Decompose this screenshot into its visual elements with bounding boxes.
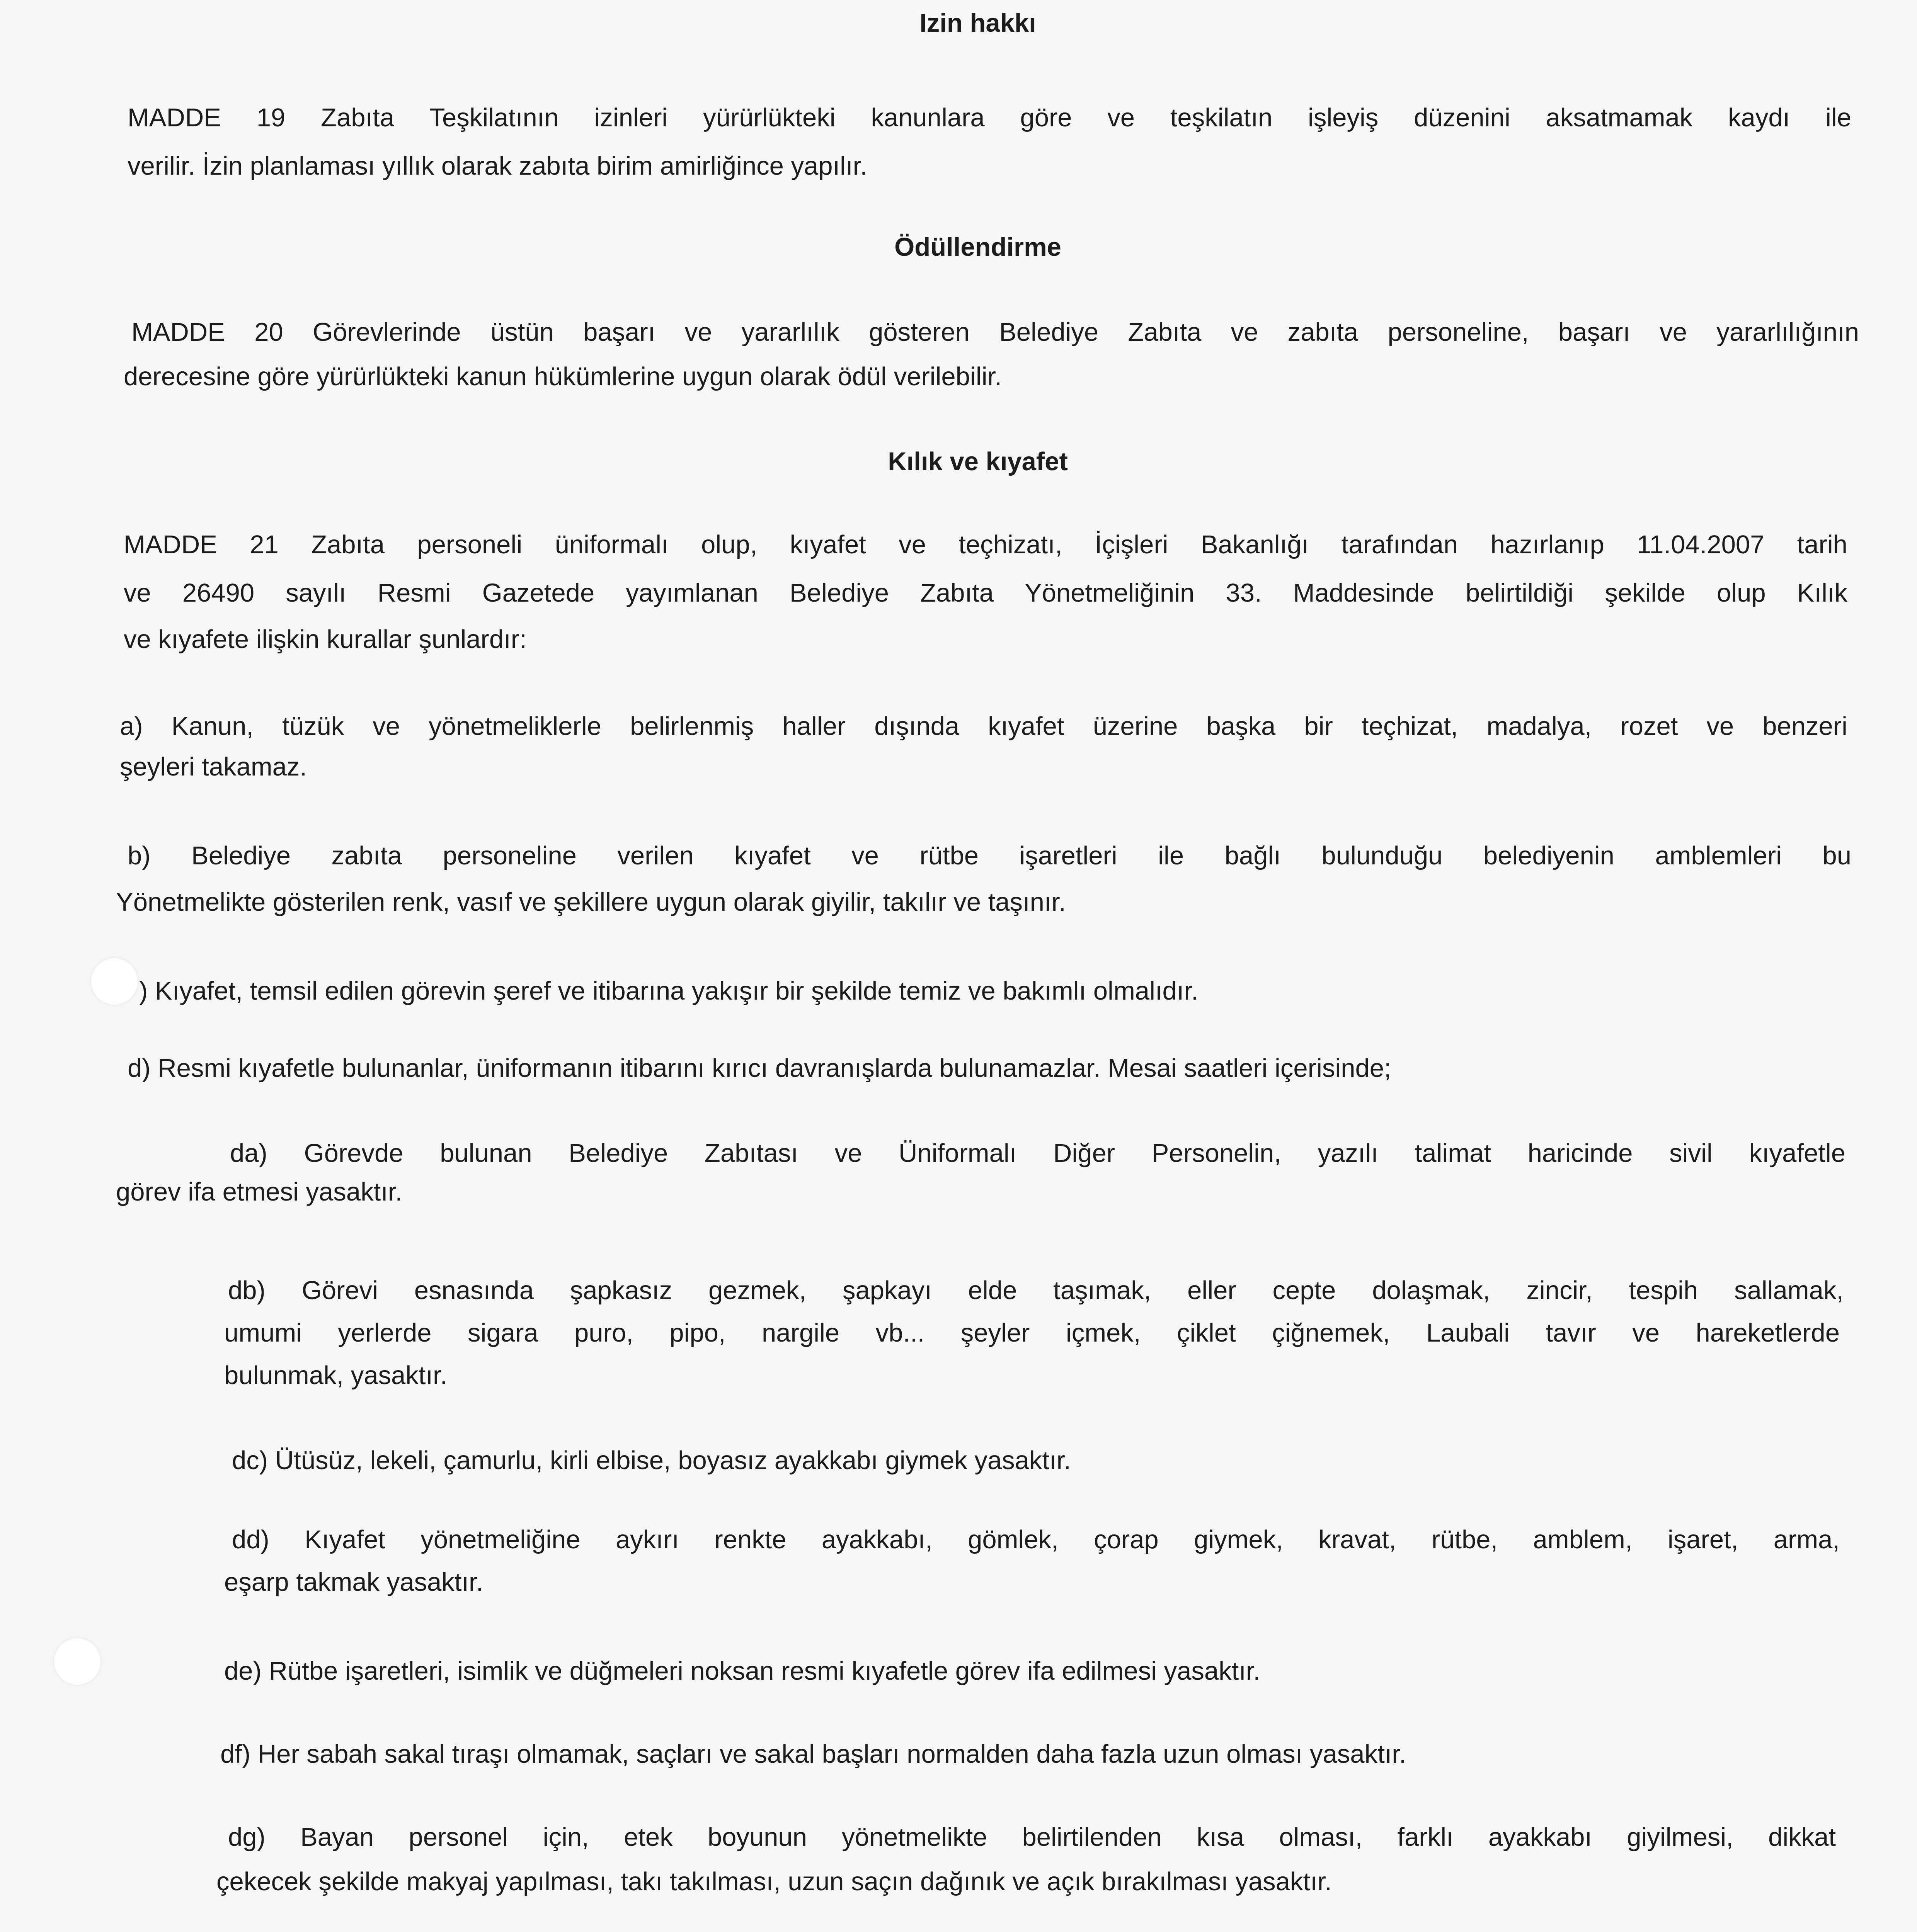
m21-line-2: ve 26490 sayılı Resmi Gazetede yayımlanan Belediye Zabıta Yönetmeliğinin 33. Maddesinde belirtildiği şekilde olup Kılık [124,578,1847,607]
item-dd-line-2: eşarp takmak yasaktır. [224,1568,484,1597]
heading-kilik: Kılık ve kıyafet [888,447,1068,476]
item-dg-line-1: dg) Bayan personel için, etek boyunun yönetmelikte belirtilenden kısa olması, farklı ayakkabı giyilmesi, dikkat [228,1823,1836,1852]
m21-line-3: ve kıyafete ilişkin kurallar şunlardır: [124,625,527,654]
item-c-line-1: ) Kıyafet, temsil edilen görevin şeref ve itibarına yakışır bir şekilde temiz ve bakımlı olmalıdır. [139,976,1199,1005]
item-b-line-1: b) Belediye zabıta personeline verilen kıyafet ve rütbe işaretleri ile bağlı bulunduğu belediyenin amblemleri bu [128,841,1851,870]
item-df-line-1: df) Her sabah sakal tıraşı olmamak, saçları ve sakal başları normalden daha fazla uzun olması yasaktır. [220,1740,1406,1769]
item-d-line-1: d) Resmi kıyafetle bulunanlar, üniformanın itibarını kırıcı davranışlarda bulunamazlar. Mesai saatleri içerisinde; [128,1054,1391,1083]
punch-hole-top [91,958,138,1005]
m19-line-1: MADDE 19 Zabıta Teşkilatının izinleri yürürlükteki kanunlara göre ve teşkilatın işleyiş düzenini aksatmamak kaydı ile [128,103,1851,132]
item-b-line-2: Yönetmelikte gösterilen renk, vasıf ve şekillere uygun olarak giyilir, takılır ve taşınır. [116,888,1066,917]
m19-line-2: verilir. İzin planlaması yıllık olarak zabıta birim amirliğince yapılır. [128,151,867,180]
m20-line-1: MADDE 20 Görevlerinde üstün başarı ve yararlılık gösteren Belediye Zabıta ve zabıta personeline, başarı ve yararlılığının [131,318,1859,347]
m20-line-2: derecesine göre yürürlükteki kanun hükümlerine uygun olarak ödül verilebilir. [124,362,1002,391]
item-dc-line-1: dc) Ütüsüz, lekeli, çamurlu, kirli elbise, boyasız ayakkabı giymek yasaktır. [232,1446,1071,1475]
punch-hole-bottom [54,1638,100,1685]
item-da-line-2: görev ifa etmesi yasaktır. [116,1177,403,1206]
heading-izin: Izin hakkı [919,9,1036,37]
item-de-line-1: de) Rütbe işaretleri, isimlik ve düğmeleri noksan resmi kıyafetle görev ifa edilmesi yasaktır. [224,1656,1261,1685]
item-db-line-3: bulunmak, yasaktır. [224,1361,448,1390]
item-dd-line-1: dd) Kıyafet yönetmeliğine aykırı renkte ayakkabı, gömlek, çorap giymek, kravat, rütbe, amblem, işaret, arma, [232,1525,1840,1554]
item-dg-line-2: çekecek şekilde makyaj yapılması, takı takılması, uzun saçın dağınık ve açık bırakılması yasaktır. [216,1867,1332,1896]
item-a-line-2: şeyleri takamaz. [120,752,307,781]
item-db-line-2: umumi yerlerde sigara puro, pipo, nargile vb... şeyler içmek, çiklet çiğnemek, Laubali tavır ve hareketlerde [224,1318,1840,1347]
item-a-line-1: a) Kanun, tüzük ve yönetmeliklerle belirlenmiş haller dışında kıyafet üzerine başka bir teçhizat, madalya, rozet ve benzeri [120,712,1847,741]
item-db-line-1: db) Görevi esnasında şapkasız gezmek, şapkayı elde taşımak, eller cepte dolaşmak, zincir, tespih sallamak, [228,1276,1844,1305]
m21-line-1: MADDE 21 Zabıta personeli üniformalı olup, kıyafet ve teçhizatı, İçişleri Bakanlığı tarafından hazırlanıp 11.04.2007 tarih [124,530,1847,559]
heading-odul: Ödüllendirme [894,233,1061,262]
item-da-line-1: da) Görevde bulunan Belediye Zabıtası ve Üniformalı Diğer Personelin, yazılı talimat haricinde sivil kıyafetle [230,1139,1845,1168]
